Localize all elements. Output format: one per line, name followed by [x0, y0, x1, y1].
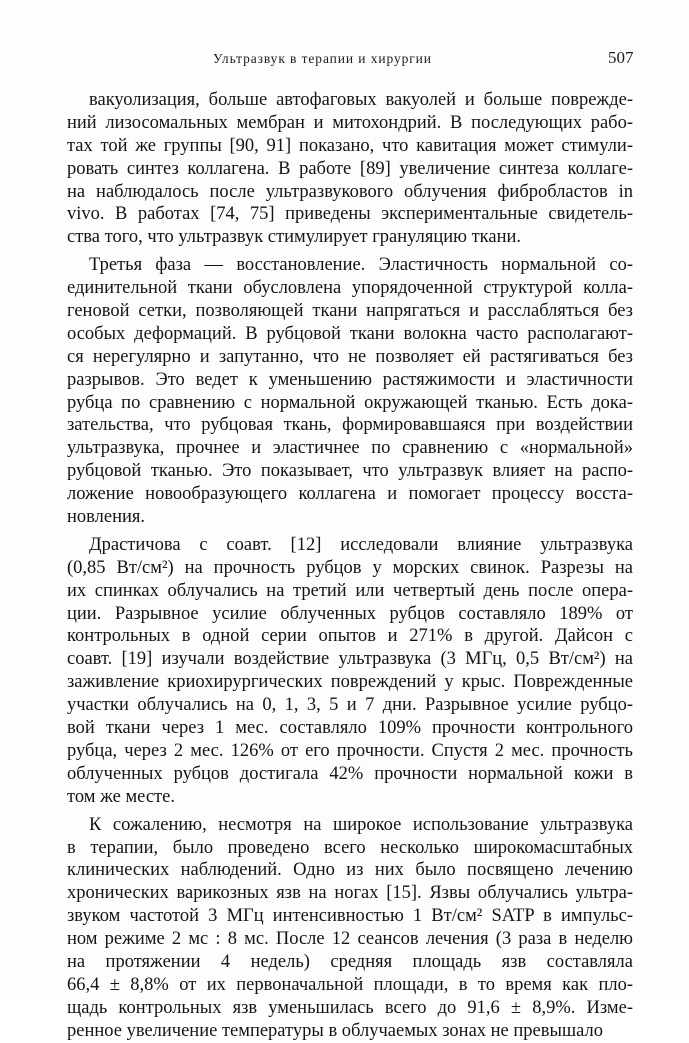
paragraph	[67, 89, 633, 249]
page-number: 507	[608, 48, 634, 67]
text-line: тах той же группы [90, 91] показано, что кавитация может стимули-	[67, 135, 633, 156]
text-line: К сожалению, несмотря на широкое использование ультразвука	[89, 814, 633, 835]
text-line: 66,4 ± 8,8% от их первоначальной площади, в то время как пло-	[67, 974, 633, 995]
text-line: рубцовой тканью. Это показывает, что ультразвук влияет на распо-	[67, 461, 633, 482]
text-line: контрольных в одной серии опытов и 271% в другой. Дайсон с	[67, 626, 633, 647]
text-line: разрывов. Это ведет к уменьшению растяжимости и эластичности	[67, 369, 633, 390]
paragraph	[67, 254, 633, 529]
text-line: рубца, через 2 мес. 126% от его прочности. Спустя 2 мес. прочность	[67, 740, 633, 761]
text-line: ции. Разрывное усилие облученных рубцов составляло 189% от	[67, 603, 633, 624]
text-line: щадь контрольных язв уменьшилась всего до 91,6 ± 8,9%. Изме-	[67, 997, 633, 1018]
text-line: ровать синтез коллагена. В работе [89] увеличение синтеза коллаге-	[67, 158, 633, 179]
text-line: ся нерегулярно и запутанно, что не позволяет ей растягиваться без	[67, 346, 633, 367]
text-line: новления.	[67, 507, 146, 528]
running-header-title: Ультразвук в терапии и хирургии	[213, 51, 432, 66]
text-line: хронических варикозных язв на ногах [15]. Язвы облучались ультра-	[67, 883, 633, 904]
text-line: ства того, что ультразвук стимулирует грануляцию ткани.	[67, 227, 522, 248]
text-line: особых деформаций. В рубцовой ткани волокна часто располагают-	[67, 323, 633, 344]
text-line: Драстичова с соавт. [12] исследовали влияние ультразвука	[89, 534, 633, 555]
text-line: на протяжении 4 недель) средняя площадь язв составляла	[67, 951, 633, 972]
text-line: соавт. [19] изучали воздействие ультразвука (3 МГц, 0,5 Вт/см²) на	[67, 649, 633, 670]
text-line: ном режиме 2 мс : 8 мс. После 12 сеансов лечения (3 раза в неделю	[67, 929, 633, 950]
text-line: зательства, что рубцовая ткань, формировавшаяся при воздействии	[67, 415, 633, 436]
text-line: (0,85 Вт/см²) на прочность рубцов у морских свинок. Разрезы на	[67, 557, 633, 578]
body-text	[67, 89, 633, 1043]
text-line: участки облучались на 0, 1, 3, 5 и 7 дни. Разрывное усилие рубцо-	[67, 695, 633, 716]
text-line: геновой сетки, позволяющей ткани напрягаться и расслабляться без	[67, 301, 633, 322]
text-line: заживление криохирургических повреждений у крыс. Поврежденные	[67, 672, 633, 693]
paragraph	[67, 814, 633, 1043]
text-line: звуком частотой 3 МГц интенсивностью 1 Вт/см² SATP в импульс-	[67, 906, 633, 927]
text-line: на наблюдалось после ультразвукового облучения фибробластов in	[67, 181, 633, 202]
text-line: клинических наблюдений. Одно из них было посвящено лечению	[67, 860, 633, 881]
text-line: вой ткани через 1 мес. составляло 109% прочности контрольного	[67, 718, 633, 739]
text-line: ультразвука, прочнее и эластичнее по сравнению с «нормальной»	[67, 438, 633, 459]
text-line: vivo. В работах [74, 75] приведены экспериментальные свидетель-	[67, 204, 633, 225]
paragraph	[67, 534, 633, 809]
text-line: ний лизосомальных мембран и митохондрий. В последующих рабо-	[67, 112, 633, 133]
text-line: том же месте.	[67, 786, 175, 807]
text-line: вакуолизация, больше автофаговых вакуолей и больше поврежде-	[89, 90, 633, 110]
text-line: ренное увеличение температуры в облучаемых зонах не превышало	[67, 1020, 604, 1041]
text-line: Третья фаза — восстановление. Эластичность нормальной со-	[89, 255, 633, 276]
text-line: в терапии, было проведено всего несколько широкомасштабных	[67, 837, 633, 858]
text-line: ложение новообразующего коллагена и помогает процессу восста-	[67, 484, 633, 505]
text-line: единительной ткани обусловлена упорядоченной структурой колла-	[67, 278, 633, 299]
text-line: облученных рубцов достигала 42% прочности нормальной кожи в	[67, 763, 633, 784]
text-line: их спинках облучались на третий или четвертый день после опера-	[67, 580, 633, 601]
text-line: рубца по сравнению с нормальной окружающей тканью. Есть дока-	[67, 392, 633, 413]
